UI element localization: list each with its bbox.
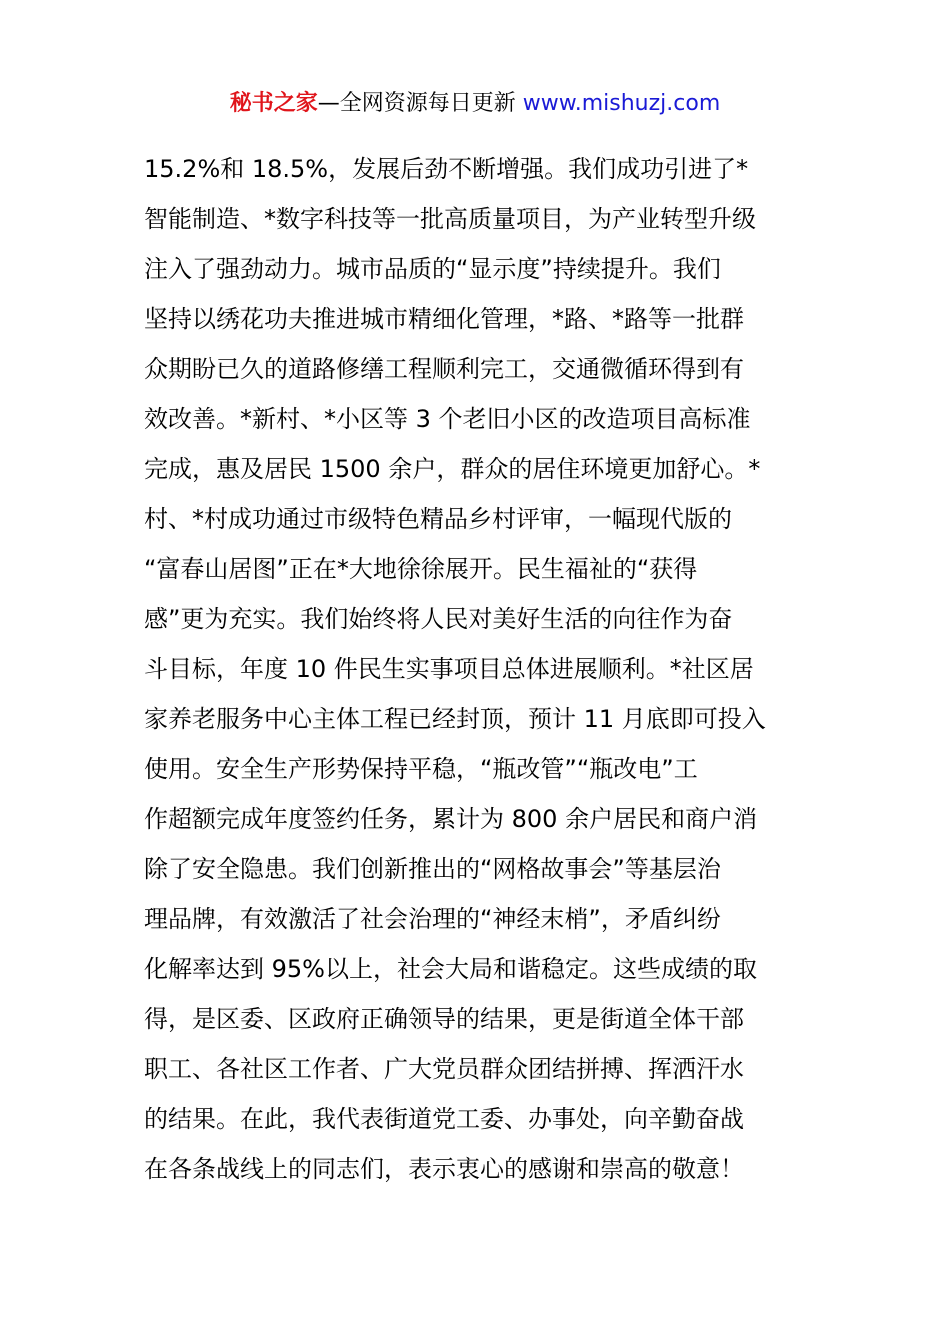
text-line: 得，是区委、区政府正确领导的结果，更是街道全体干部 [144, 1005, 744, 1033]
text-line: 村、*村成功通过市级特色精品乡村评审，一幅现代版的 [144, 505, 732, 533]
text-line: 职工、各社区工作者、广大党员群众团结拼搏、挥洒汗水 [144, 1055, 744, 1083]
brand-name: 秘书之家 [229, 91, 318, 116]
text-line: 效改善。*新村、*小区等 3 个老旧小区的改造项目高标准 [144, 405, 751, 433]
text-line: 化解率达到 95%以上，社会大局和谐稳定。这些成绩的取 [144, 955, 757, 983]
text-line: 坚持以绣花功夫推进城市精细化管理，*路、*路等一批群 [144, 305, 744, 333]
header-tagline: —全网资源每日更新 [317, 91, 523, 116]
text-line: 感”更为充实。我们始终将人民对美好生活的向往作为奋 [144, 605, 733, 633]
body-paragraph [144, 144, 809, 1194]
text-line: 作超额完成年度签约任务，累计为 800 余户居民和商户消 [144, 805, 758, 833]
text-line: 家养老服务中心主体工程已经封顶，预计 11 月底即可投入 [144, 705, 766, 733]
text-line: “富春山居图”正在*大地徐徐展开。民生福祉的“获得 [144, 555, 698, 583]
text-line: 理品牌，有效激活了社会治理的“神经末梢”，矛盾纠纷 [144, 905, 721, 933]
text-line: 众期盼已久的道路修缮工程顺利完工，交通微循环得到有 [144, 355, 744, 383]
page-header [0, 88, 950, 120]
text-line: 使用。安全生产形势保持平稳，“瓶改管”“瓶改电”工 [144, 755, 698, 783]
text-line: 斗目标，年度 10 件民生实事项目总体进展顺利。*社区居 [144, 655, 754, 683]
text-line: 智能制造、*数字科技等一批高质量项目，为产业转型升级 [144, 205, 756, 233]
text-line: 注入了强劲动力。城市品质的“显示度”持续提升。我们 [144, 255, 721, 283]
website-link[interactable]: www.mishuzj.com [522, 91, 721, 116]
text-line: 在各条战线上的同志们，表示衷心的感谢和崇高的敬意！ [144, 1155, 744, 1183]
text-line: 15.2%和 18.5%，发展后劲不断增强。我们成功引进了* [144, 155, 749, 183]
text-line: 除了安全隐患。我们创新推出的“网格故事会”等基层治 [144, 855, 721, 883]
text-line: 完成，惠及居民 1500 余户，群众的居住环境更加舒心。* [144, 455, 761, 483]
text-line: 的结果。在此，我代表街道党工委、办事处，向辛勤奋战 [144, 1105, 744, 1133]
